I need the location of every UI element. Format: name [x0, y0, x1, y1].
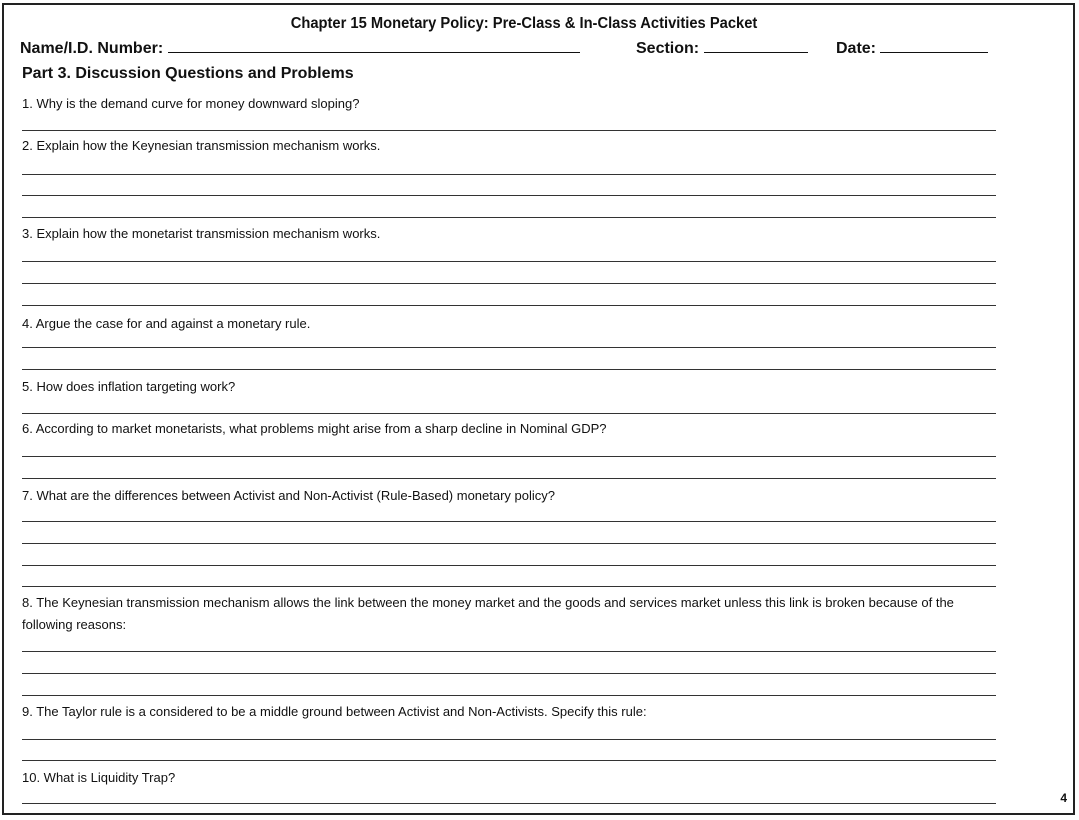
answer-line[interactable]: [22, 651, 996, 652]
question-2: 2. Explain how the Keynesian transmission mechanism works.: [22, 138, 381, 153]
answer-line[interactable]: [22, 478, 996, 479]
question-6: 6. According to market monetarists, what problems might arise from a sharp decline in Nominal GDP?: [22, 421, 607, 436]
answer-line[interactable]: [22, 803, 996, 804]
answer-line[interactable]: [22, 174, 996, 175]
answer-line[interactable]: [22, 217, 996, 218]
part-title: Part 3. Discussion Questions and Problems: [22, 65, 354, 82]
answer-line[interactable]: [22, 586, 996, 587]
answer-line[interactable]: [22, 739, 996, 740]
answer-line[interactable]: [22, 565, 996, 566]
question-1: 1. Why is the demand curve for money downward sloping?: [22, 96, 360, 111]
section-field[interactable]: [636, 38, 808, 58]
section-label: Section:: [636, 40, 700, 57]
question-8: 8. The Keynesian transmission mechanism allows the link between the money market and the goods and services market unless this link is broken because of the following reasons:: [22, 595, 954, 632]
question-7: 7. What are the differences between Activist and Non-Activist (Rule-Based) monetary policy?: [22, 488, 556, 503]
answer-line[interactable]: [22, 543, 996, 544]
answer-line[interactable]: [22, 456, 996, 457]
question-9: 9. The Taylor rule is a considered to be a middle ground between Activist and Non-Activists. Specify this rule:: [22, 704, 647, 719]
name-field[interactable]: [20, 38, 580, 58]
question-10: 10. What is Liquidity Trap?: [22, 770, 176, 785]
answer-line[interactable]: [22, 283, 996, 284]
page-number: 4: [1060, 791, 1067, 805]
question-5: 5. How does inflation targeting work?: [22, 379, 236, 394]
answer-line[interactable]: [22, 369, 996, 370]
date-blank[interactable]: [880, 38, 988, 53]
name-blank[interactable]: [168, 38, 580, 53]
date-label: Date:: [836, 40, 877, 57]
answer-line[interactable]: [22, 673, 996, 674]
answer-line[interactable]: [22, 130, 996, 131]
answer-line[interactable]: [22, 760, 996, 761]
question-4: 4. Argue the case for and against a monetary rule.: [22, 316, 311, 331]
date-field[interactable]: [836, 38, 988, 58]
question-3: 3. Explain how the monetarist transmission mechanism works.: [22, 226, 381, 241]
answer-line[interactable]: [22, 261, 996, 262]
answer-line[interactable]: [22, 195, 996, 196]
answer-line[interactable]: [22, 347, 996, 348]
page-title: Chapter 15 Monetary Policy: Pre-Class & In-Class Activities Packet: [290, 15, 758, 32]
name-label: Name/I.D. Number:: [20, 40, 164, 57]
answer-line[interactable]: [22, 413, 996, 414]
answer-line[interactable]: [22, 305, 996, 306]
answer-line[interactable]: [22, 695, 996, 696]
worksheet-page: [2, 3, 1075, 815]
answer-line[interactable]: [22, 521, 996, 522]
section-blank[interactable]: [704, 38, 808, 53]
